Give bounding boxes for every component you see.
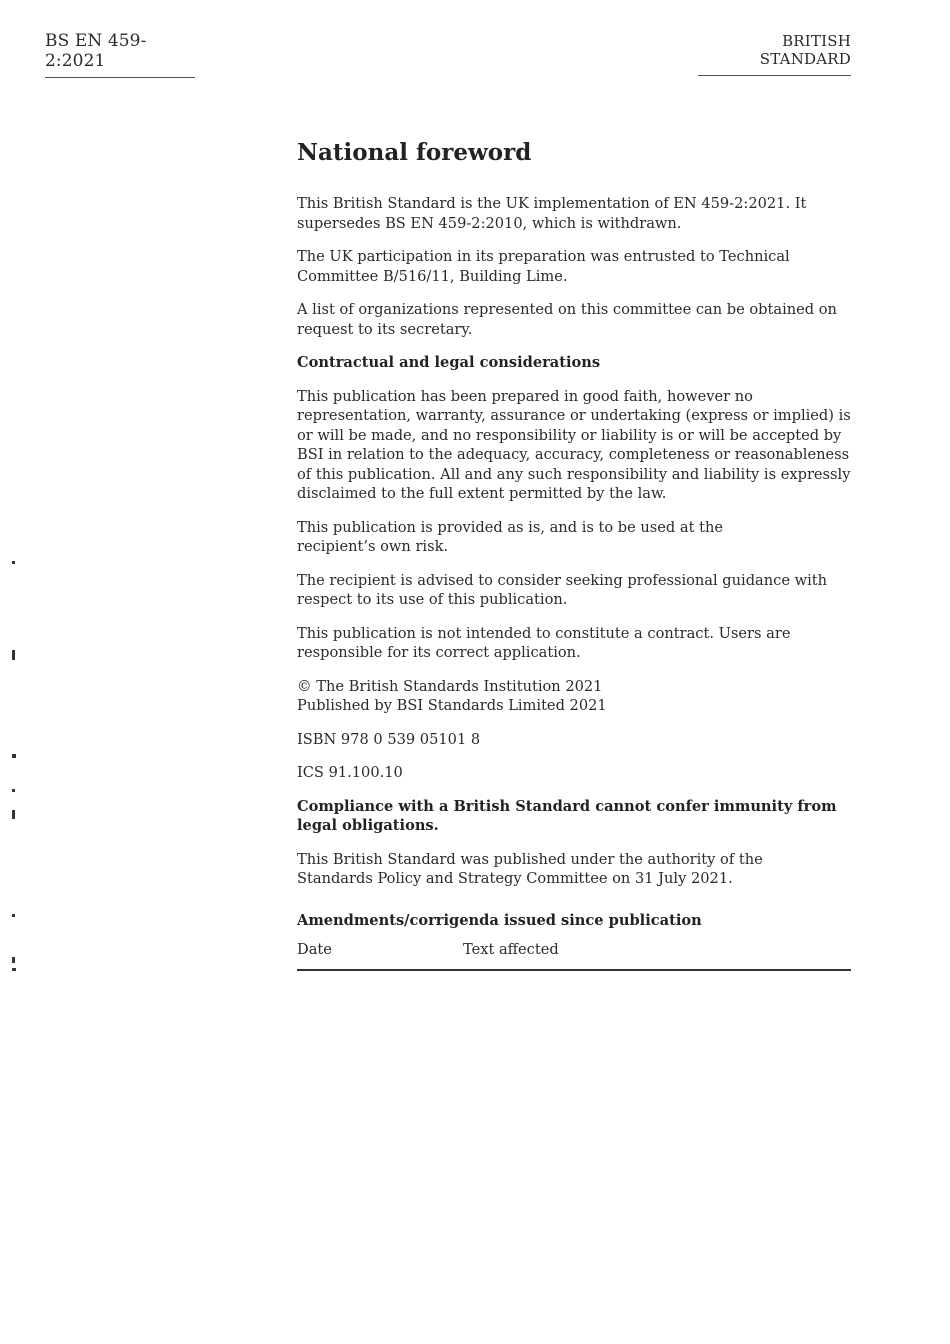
- isbn: ISBN 978 0 539 05101 8: [297, 730, 481, 748]
- paragraph-as-is: This publication is provided as is, and is to be used at the recipient’s own risk.: [297, 518, 724, 555]
- amendments-column-text-affected: Text affected: [463, 941, 559, 958]
- paragraph-committee-list: A list of organizations represented on this committee can be obtained on request to its secretary.: [297, 301, 837, 338]
- margin-mark: [12, 754, 16, 758]
- margin-mark: [12, 957, 15, 963]
- paragraph-authority: This British Standard was published under the authority of the Standards Policy and Strategy Committee on 31 July 2021.: [297, 850, 763, 887]
- compliance-heading: Compliance with a British Standard cannot confer immunity from legal obligations.: [297, 797, 837, 834]
- paragraph-contract: This publication is not intended to constitute a contract. Users are responsible for its correct application.: [297, 624, 791, 661]
- paragraph-participation: The UK participation in its preparation was entrusted to Technical Committee B/516/11, Building Lime.: [297, 248, 790, 285]
- document-id: BS EN 459-2:2021: [45, 31, 195, 78]
- copyright-block: [297, 677, 851, 716]
- margin-mark: [12, 650, 15, 660]
- margin-mark: [12, 914, 15, 917]
- foreword-section: [297, 137, 851, 971]
- legal-heading: Contractual and legal considerations: [297, 354, 601, 371]
- amendments-heading: Amendments/corrigenda issued since publication: [297, 911, 702, 929]
- margin-mark: [12, 968, 16, 971]
- page-title: National foreword: [297, 139, 532, 166]
- publisher-line: Published by BSI Standards Limited 2021: [297, 697, 607, 714]
- margin-mark: [12, 561, 15, 564]
- paragraph-implementation: This British Standard is the UK implementation of EN 459-2:2021. It supersedes BS EN 459-2:2010, which is withdrawn.: [297, 195, 807, 232]
- paragraph-good-faith: This publication has been prepared in good faith, however no representation, warranty, assurance or undertaking (express or implied) is or will be made, and no responsibility or liability is or will be accepted by BSI in relation to the adequacy, accuracy, completeness or reasonableness of this publication. All and any such responsibility and liability is expressly disclaimed to the full extent permitted by the law.: [297, 387, 851, 502]
- amendments-table: [297, 940, 851, 971]
- paragraph-guidance: The recipient is advised to consider seeking professional guidance with respect to its use of this publication.: [297, 571, 828, 608]
- series-label: BRITISH STANDARD: [698, 32, 851, 76]
- amendments-column-date: Date: [297, 941, 332, 958]
- margin-mark: [12, 789, 15, 792]
- margin-mark: [12, 810, 15, 819]
- ics: ICS 91.100.10: [297, 764, 403, 781]
- copyright-line: © The British Standards Institution 2021: [297, 677, 603, 695]
